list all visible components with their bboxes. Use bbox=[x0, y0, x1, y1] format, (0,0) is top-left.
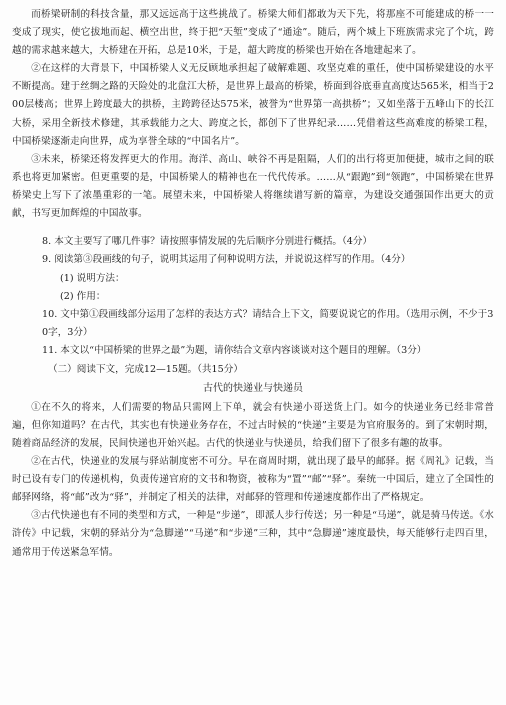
passage-paragraph-2: ②在这样的大背景下，中国桥梁人义无反顾地承担起了破解难题、攻坚克难的重任，使中国桥梁建设的水平不断提高。建于丝绸之路的天险处的北盘江大桥，是世界上最高的桥梁，桥面到谷底垂直高度达565米，相当于200层楼高；世界上跨度最大的拱桥，主跨跨径达575米，被誉为“世界第一高拱桥”；又如坐落于五峰山下的长江大桥，采用全新技术修建，其承载能力之大、跨度之长，都创下了世界纪录……凭借着这些高难度的桥梁工程，中国桥梁逐渐走向世界，成为享誉全球的“中国名片”。 bbox=[12, 63, 494, 147]
passage-paragraph-1: 而桥梁研制的科技含量，那又远远高于这些挑战了。桥梁大师们都敢为天下先，将那座不可能建成的桥一一变成了现实，使它拔地而起、横空出世，终于把“天堑”变成了“通途”。随后，两个城上下班族需求完了个坑，跨越的需求越来越大，大桥建在开拓，总是10米，于是，超大跨度的桥梁也开始在各地建起来了。 bbox=[12, 9, 494, 57]
question-9-part-2: (2) 作用： bbox=[60, 290, 106, 302]
article-title: 古代的快递业与快递员 bbox=[203, 382, 303, 394]
question-10: 10. 文中第①段画线部分运用了怎样的表达方式？请结合上下文，简要说说它的作用。（选用示例，不少于30字，3分） bbox=[42, 308, 494, 339]
question-11: 11. 本文以“中国桥梁的世界之最”为题，请你结合文章内容谈谈对这个题目的理解。（3分） bbox=[42, 345, 427, 357]
question-9: 9. 阅读第③段画线的句子，说明其运用了何种说明方法，并说说这样写的作用。（4分） bbox=[42, 254, 411, 266]
passage-paragraph-3: ③未来，桥梁还将发挥更大的作用。海洋、高山、峡谷不再是阻隔，人们的出行将更加便捷，城市之间的联系也将更加紧密。但更重要的是，中国桥梁人的精神也在一代代传承。……从“跟跑”到“领跑”，中国桥梁在世界桥梁史上写下了浓墨重彩的一笔。展望未来，中国桥梁人将继续谱写新的篇章，为建设交通强国作出更大的贡献，书写更加辉煌的中国故事。 bbox=[12, 153, 494, 220]
article-paragraph-1: ①在不久的将来，人们需要的物品只需网上下单，就会有快递小哥送货上门。如今的快递业务已经非常普遍，但你知道吗？在古代，其实也有快递业务存在，不过古时候的“快递”主要是为官府服务的。到了宋朝时期，随着商品经济的发展，民间快递也开始兴起。古代的快递业与快递员，给我们留下了很多有趣的故事。 bbox=[12, 401, 494, 449]
section-header: （二）阅读下文，完成12—15题。（共15分） bbox=[48, 363, 243, 375]
question-9-part-1: (1) 说明方法： bbox=[60, 272, 125, 284]
article-paragraph-3: ③古代快递也有不同的类型和方式，一种是“步递”，即派人步行传送；另一种是“马递”，就是骑马传送。《水浒传》中记载，宋朝的驿站分为“急脚递”“马递”和“步递”三种，其中“急脚递”速度最快，每天能够行走四百里，通常用于传送紧急军情。 bbox=[12, 510, 494, 558]
question-8: 8. 本文主要写了哪几件事？请按照事情发展的先后顺序分别进行概括。（4分） bbox=[42, 236, 373, 248]
article-paragraph-2: ②在古代，快递业的发展与驿站制度密不可分。早在商周时期，就出现了最早的邮驿。据《周礼》记载，当时已设有专门的传递机构，负责传递官府的文书和物资，被称为“置”“邮”“驿”。秦统一中国后，建立了全国性的邮驿网络，将“邮”改为“驿”，并制定了相关的法律，对邮驿的管理和传递速度都作出了严格规定。 bbox=[12, 456, 494, 504]
